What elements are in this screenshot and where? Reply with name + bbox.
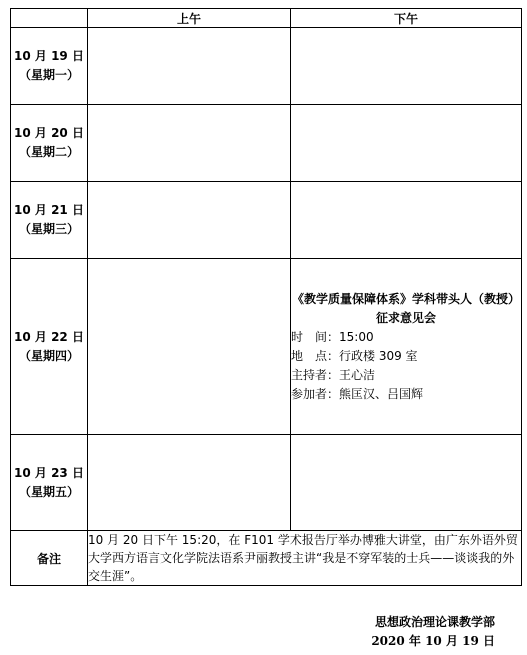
morning-cell [88,435,291,531]
day-date: 10 月 22 日 [14,329,84,344]
morning-cell [88,105,291,182]
notes-row [11,531,522,586]
afternoon-cell [291,28,522,105]
afternoon-header: 下午 [291,9,522,28]
notes-text: 10 月 20 日下午 15:20，在 F101 学术报告厅举办博雅大讲堂，由广东外语外贸大学西方语言文化学院法语系尹丽教授主讲“我是不穿军装的士兵——谈谈我的外交生涯”。 [88,531,522,586]
day-weekday: （星期一） [18,68,79,82]
day-weekday: （星期三） [18,222,79,236]
table-row [11,435,522,531]
meeting-attendees: 参加者：熊匡汉、吕国辉 [291,386,424,401]
morning-cell [88,28,291,105]
morning-header: 上午 [88,9,291,28]
day-date: 10 月 20 日 [14,126,84,140]
table-row [11,259,522,435]
day-cell [11,28,88,105]
afternoon-cell [291,182,522,259]
day-date: 10 月 19 日 [14,49,84,63]
day-date: 10 月 23 日 [14,465,84,480]
table-row [11,28,522,105]
weekly-schedule-table [10,8,522,586]
afternoon-cell [291,105,522,182]
header-row [11,9,522,28]
day-cell [11,182,88,259]
morning-cell [88,182,291,259]
day-cell [11,259,88,435]
morning-cell [88,259,291,435]
afternoon-cell [291,435,522,531]
day-cell [11,435,88,531]
meeting-host: 主持者：王心洁 [291,367,376,382]
table-row [11,105,522,182]
meeting-time: 时 间：15:00 [291,329,374,344]
footer-department: 思想政治理论课教学部 [374,615,495,629]
footer-date: 2020 年 10 月 19 日 [371,634,495,648]
corner-cell [11,9,88,28]
meeting-cell [291,259,522,435]
day-cell [11,105,88,182]
table-row [11,182,522,259]
day-weekday: （星期五） [18,484,79,499]
day-weekday: （星期四） [18,348,79,363]
notes-label: 备注 [11,531,88,586]
meeting-place: 地 点：行政楼 309 室 [291,348,418,363]
meeting-title: 《教学质量保障体系》学科带头人（教授）征求意见会 [291,291,520,325]
day-date: 10 月 21 日 [14,203,84,217]
day-weekday: （星期二） [18,145,79,159]
